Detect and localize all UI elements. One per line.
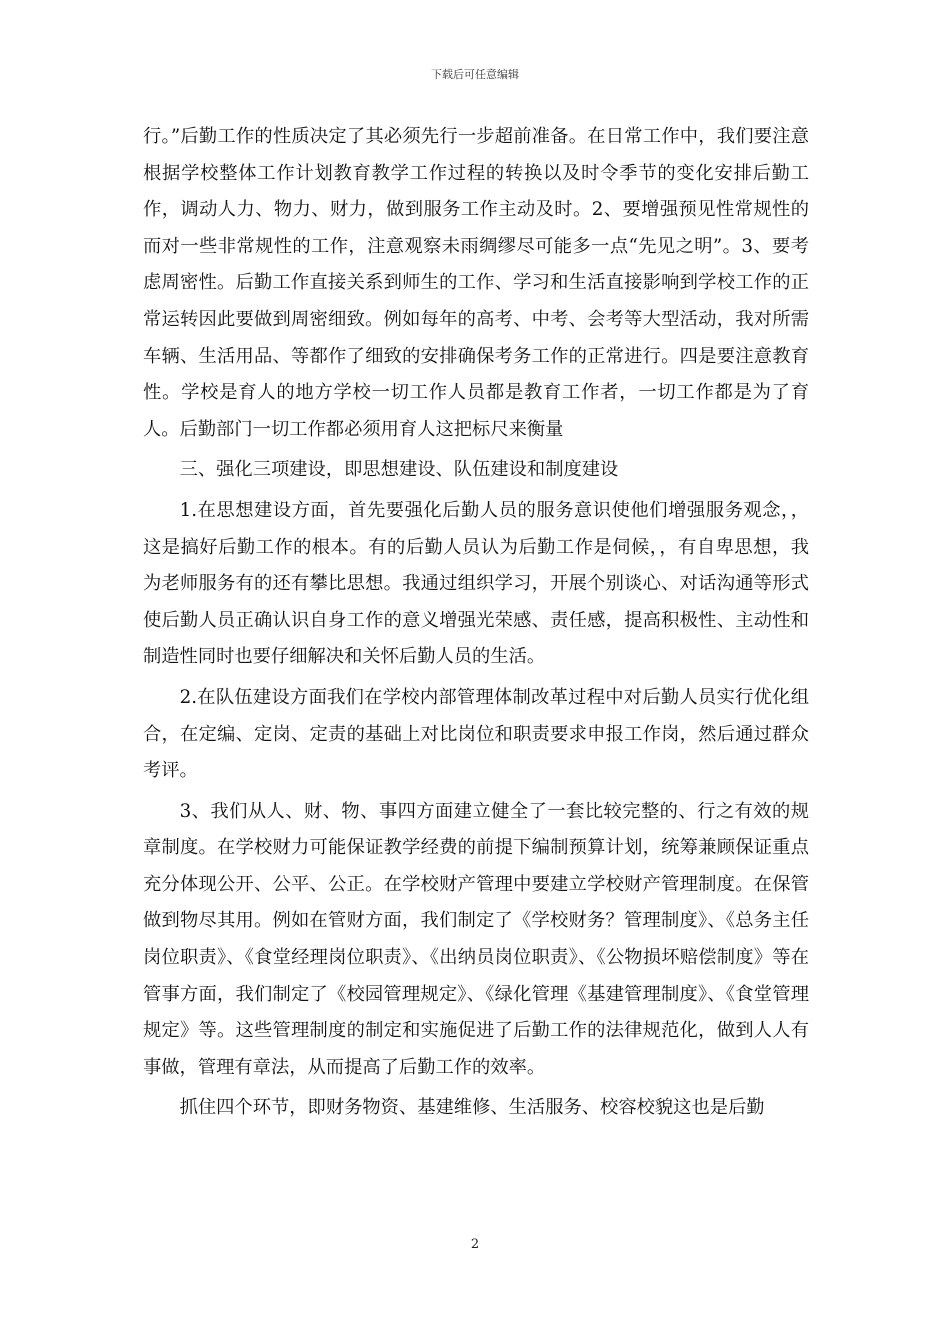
section-heading-three: 三、强化三项建设，即思想建设、队伍建设和制度建设: [179, 459, 619, 481]
paragraph-four-links: 抓住四个环节，即财务物资、基建维修、生活服务、校容校貌这也是后勤: [179, 1097, 765, 1119]
paragraph-ideology: 1.在思想建设方面，首先要强化后勤人员的服务意识使他们增强服务观念，，这是搞好后勤工作的根本。有的后勤人员认为后勤工作是伺候，，有自卑思想，我为老师服务有的还有攀比思想。我通过组织学习，开展个别谈心、对话沟通等形式使后勤人员正确认识自身工作的意义增强光荣感、责任感，提高积极性、主动性和制造性同时也要仔细解决和关怀后勤人员的生活。: [143, 499, 809, 668]
paragraph-continuation: 行。”后勤工作的性质决定了其必须先行一步超前准备。在日常工作中，我们要注意根据学校整体工作计划教育教学工作过程的转换以及时令季节的变化安排后勤工作，调动人力、物力、财力，做到服务工作主动及时。2、要增强预见性常规性的而对一些非常规性的工作，注意观察未雨绸缪尽可能多一点“先见之明”。3、要考虑周密性。后勤工作直接关系到师生的工作、学习和生活直接影响到学校工作的正常运转因此要做到周密细致。例如每年的高考、中考、会考等大型活动，我对所需车辆、生活用品、等都作了细致的安排确保考务工作的正常进行。四是要注意教育性。学校是育人的地方学校一切工作人员都是教育工作者，一切工作都是为了育人。后勤部门一切工作都必须用育人这把标尺来衡量: [143, 126, 809, 440]
page-number: 2: [470, 1237, 480, 1252]
page-header: 下载后可任意编辑: [431, 68, 519, 81]
paragraph-team: 2.在队伍建设方面我们在学校内部管理体制改革过程中对后勤人员实行优化组合，在定编、定岗、定责的基础上对比岗位和职责要求申报工作岗，然后通过群众考评。: [143, 686, 809, 782]
paragraph-rules: 3、我们从人、财、物、事四方面建立健全了一套比较完整的、行之有效的规章制度。在学校财力可能保证教学经费的前提下编制预算计划，统筹兼顾保证重点充分体现公开、公平、公正。在学校财产管理中要建立学校财产管理制度。在保管做到物尽其用。例如在管财方面，我们制定了《学校财务？管理制度》、《总务主任岗位职责》、《食堂经理岗位职责》、《出纳员岗位职责》、《公物损坏赔偿制度》等在管事方面，我们制定了《校园管理规定》、《绿化管理《基建管理制度》、《食堂管理规定》等。这些管理制度的制定和实施促进了后勤工作的法律规范化，做到人人有事做，管理有章法，从而提高了后勤工作的效率。: [143, 800, 809, 1078]
document-body: [143, 119, 809, 1127]
